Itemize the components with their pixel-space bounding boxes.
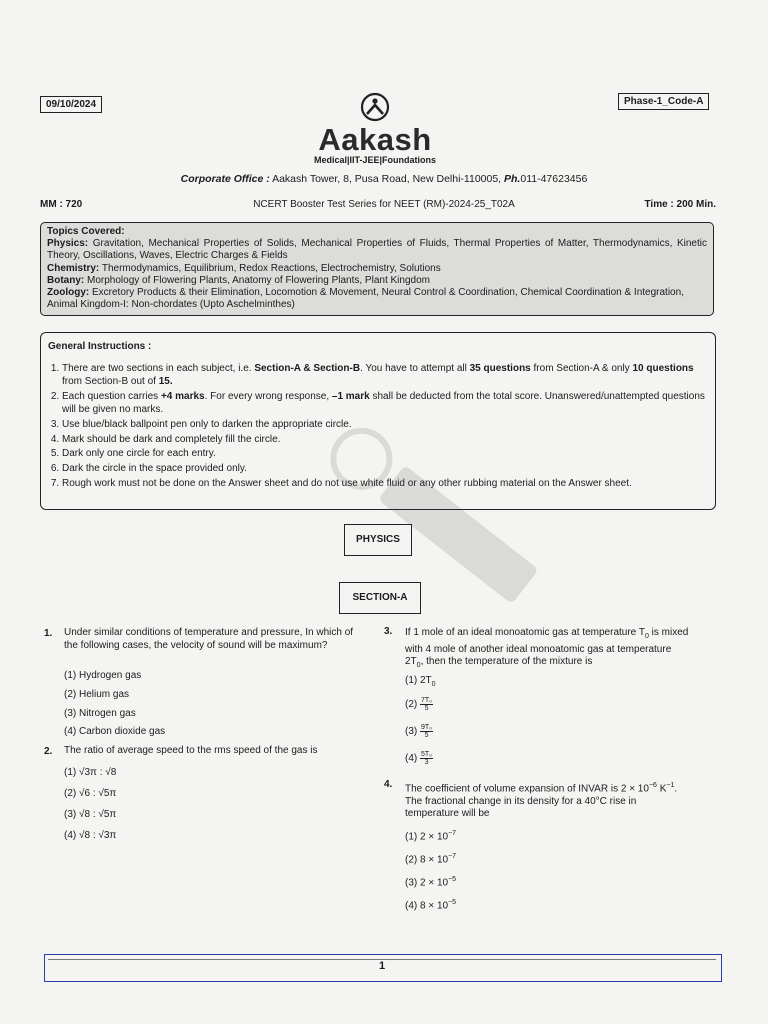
instruction-5: 5. Dark only one circle for each entry. bbox=[62, 447, 708, 460]
q4-option-2: (2) $8 \times 10^{-7}$ bbox=[405, 853, 457, 866]
phone-label: Ph. bbox=[504, 173, 521, 185]
topic-zoology: Zoology: Excretory Products & their Elimination, Locomotion & Movement, Neural Control & Coordination, Chemical Coordination & Integration, Animal Kingdom-I: Non-chordates (Upto Aschelminthes) bbox=[47, 287, 684, 311]
topics-heading: Topics Covered: bbox=[47, 226, 125, 237]
brand-name: Aakash bbox=[318, 122, 432, 157]
instruction-2: 2. Each question carries +4 marks. For every wrong response, –1 mark shall be deducted from the total score. Unanswered/unattempted questions will be given no marks. bbox=[62, 390, 708, 416]
q4-option-4: (4) $8 \times 10^{-5}$ bbox=[405, 899, 457, 912]
brand-tagline: Medical|IIT-JEE|Foundations bbox=[313, 155, 437, 165]
q3-option-3: (3) $\frac{\text{9T₀}}{5}$ bbox=[405, 724, 433, 739]
aakash-logo bbox=[300, 92, 450, 165]
instruction-4: 4. Mark should be dark and completely fill the circle. bbox=[62, 433, 708, 446]
q1-option-4: (4) Carbon dioxide gas bbox=[64, 726, 166, 737]
topic-physics: Physics: Gravitation, Mechanical Properties of Solids, Mechanical Properties of Fluids, Thermal Properties of Matter, Thermodynamics, Kinetic Theory, Oscillations, Waves, Electric Charges & Fields bbox=[47, 238, 707, 262]
question-4-text: The coefficient of volume expansion of INVAR is $2 \times 10^{-6}$ $K^{-1}$. The fractional change in its density for a 40°C rise in temperature will be bbox=[405, 782, 678, 820]
test-date: 09/10/2024 bbox=[40, 96, 102, 113]
phone-number: 011-47623456 bbox=[520, 173, 588, 185]
fraction: $\frac{\text{5T₀}}{3}$ bbox=[421, 751, 433, 766]
corporate-address: Aakash Tower, 8, Pusa Road, New Delhi-110005, bbox=[272, 173, 502, 185]
q2-option-3: (3) √8 : √5π bbox=[64, 809, 117, 820]
question-1-text: Under similar conditions of temperature and pressure, In which of the following cases, the velocity of sound will be maximum? bbox=[64, 627, 354, 651]
q2-option-2: (2) √6 : √5π bbox=[64, 788, 117, 799]
topics-covered-box bbox=[40, 222, 714, 316]
topic-chemistry: Chemistry: Thermodynamics, Equilibrium, Redox Reactions, Electrochemistry, Solutions bbox=[47, 262, 441, 274]
q2-option-1: (1) √3π : √8 bbox=[64, 767, 117, 778]
q3-option-2: (2) $\frac{\text{7T₀}}{5}$ bbox=[405, 697, 433, 712]
max-marks: MM : 720 bbox=[40, 199, 83, 210]
q1-option-3: (3) Nitrogen gas bbox=[64, 708, 136, 719]
q4-option-1: (1) $2 \times 10^{-7}$ bbox=[405, 830, 457, 843]
q3-option-1: (1) $2T_0$ bbox=[405, 675, 436, 688]
subject-heading: PHYSICS bbox=[344, 524, 412, 556]
corporate-label: Corporate Office : bbox=[180, 173, 270, 185]
instruction-1: 1. There are two sections in each subject, i.e. Section-A & Section-B. You have to attempt all 35 questions from Section-A & only 10 questions from Section-B out of 15. bbox=[62, 362, 708, 388]
q3-option-4: (4) $\frac{\text{5T₀}}{3}$ bbox=[405, 751, 433, 766]
instructions-heading: General Instructions : bbox=[48, 341, 152, 352]
fraction: $\frac{\text{7T₀}}{5}$ bbox=[421, 697, 433, 712]
question-number: 3. bbox=[384, 626, 393, 637]
question-3-text: If 1 mole of an ideal monoatomic gas at temperature $T_0$ is mixed with 4 mole of another ideal monoatomic gas at temperature $2T_0$, then the temperature of the mixture is bbox=[405, 627, 689, 669]
fraction: $\frac{\text{9T₀}}{5}$ bbox=[421, 724, 433, 739]
q1-option-2: (2) Helium gas bbox=[64, 689, 130, 700]
page-number: 1 bbox=[378, 960, 386, 972]
q4-option-3: (3) $2 \times 10^{-5}$ bbox=[405, 876, 457, 889]
section-heading: SECTION-A bbox=[339, 582, 421, 614]
question-number: 2. bbox=[44, 746, 53, 757]
instruction-6: 6. Dark the circle in the space provided only. bbox=[62, 462, 708, 475]
instruction-7: 7. Rough work must not be done on the Answer sheet and do not use white fluid or any other rubbing material on the Answer sheet. bbox=[62, 477, 708, 490]
test-time: Time : 200 Min. bbox=[644, 199, 716, 210]
corporate-office bbox=[0, 173, 768, 185]
q2-option-4: (4) √8 : √3π bbox=[64, 830, 117, 841]
question-number: 1. bbox=[44, 628, 53, 639]
question-number: 4. bbox=[384, 779, 393, 790]
paper-code: Phase-1_Code-A bbox=[618, 93, 709, 110]
topic-botany: Botany: Morphology of Flowering Plants, Anatomy of Flowering Plants, Plant Kingdom bbox=[47, 274, 430, 286]
q1-option-1: (1) Hydrogen gas bbox=[64, 670, 142, 681]
test-series: NCERT Booster Test Series for NEET (RM)-2024-25_T02A bbox=[253, 199, 515, 210]
question-2-text: The ratio of average speed to the rms speed of the gas is bbox=[64, 745, 318, 756]
aakash-emblem-icon bbox=[358, 92, 392, 122]
instruction-3: 3. Use blue/black ballpoint pen only to darken the appropriate circle. bbox=[62, 418, 708, 431]
